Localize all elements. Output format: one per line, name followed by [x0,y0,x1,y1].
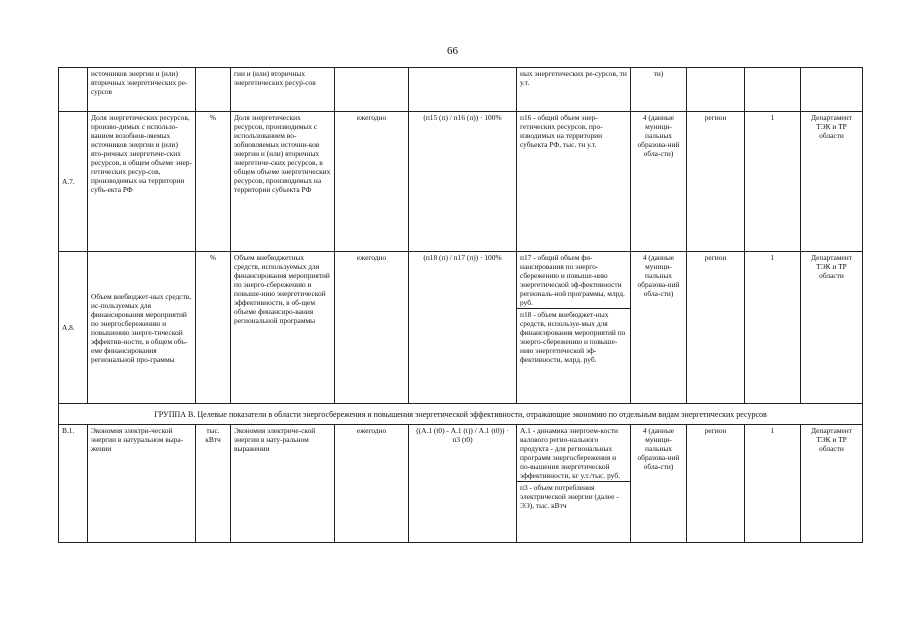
level: регион [687,425,745,543]
level [687,68,745,112]
unit [196,68,231,112]
frequency: ежегодно [335,252,409,404]
indicator-name: Объем внебюджет-ных средств, ис-пользуемых для финансирования мероприятий по энергосбережению и повышению энерге-тической эффектив-ности, в общем объ-еме финансирования региональной про-граммы [88,252,196,404]
row-code [59,68,88,112]
level: регион [687,112,745,252]
indicator-name: источников энергии и (или) вторичных энергетических ре-сурсов [88,68,196,112]
formula: (п18 (п) / п17 (п)) · 100% [409,252,517,404]
frequency: ежегодно [335,425,409,543]
indicator-components [517,252,631,404]
row-code: В.1. [59,425,88,543]
responsible [801,68,863,112]
group-title: ГРУППА В. Целевые показатели в области энергосбережения и повышения энергетической эффективности, отражающие экономию по отдельным видам энергетических ресурсов [59,404,863,425]
indicator-component: А.1 - динамика энергоем-кости валового регио-нального продукта - для региональных программ энергосбережения и по-вышения энергетической эффективности, кг у.т./тыс. руб. [520,426,620,480]
page-number: 66 [447,45,458,57]
indicators-table [58,67,863,543]
definition: Доля энергетических ресурсов, производимых с использованием во-зобновляемых источни-ков энергии и (или) вторичных энергетиче-ских ресурсов, в общем объеме энергетических ресурсов, производимых на территории субъекта РФ [231,112,335,252]
definition: Экономия электриче-ской энергии в нату-ральном выражении [231,425,335,543]
level: регион [687,252,745,404]
data-source: 4 (данные муници-пальных образова-ний обла-сти) [631,252,687,404]
frequency [335,68,409,112]
indicator-component: п18 - объем внебюджет-ных средств, используе-мых для финансирования мероприятий по энерго-сбережению и повыше-нию энергетической эф-фективности, млрд. руб. [517,308,630,365]
indicator-component: п17 - общий объем фи-нансирования по энерго-сбережению и повыше-нию энергетической эф-фективности региональ-ной программы, млрд. руб. [520,253,625,307]
unit: % [196,112,231,252]
count: 1 [745,252,801,404]
indicator-name: Доля энергетических ресурсов, произво-димых с использо-ванием возобнов-ляемых источников энергии и (или) вто-ричных энергетиче-ских ресурсов, в общем объеме энер-гетических ресур-сов, производимых на территории субъ-екта РФ [88,112,196,252]
table-row [59,252,863,404]
table-row [59,68,863,112]
responsible: Департамент ТЭК и ТР области [801,112,863,252]
count [745,68,801,112]
definition: Объем внебюджетных средств, используемых для финансирования мероприятий по энерго-сбережению и повыше-нию энергетической эффективности, в об-щем объеме финансиро-вания региональной программы [231,252,335,404]
table-row [59,425,863,543]
indicator-components: ных энергетических ре-сурсов, тн у.т. [517,68,631,112]
data-source: ти) [631,68,687,112]
data-source: 4 (данные муници-пальных образова-ний обла-сти) [631,112,687,252]
unit: тыс. кВтч [196,425,231,543]
indicator-components [517,425,631,543]
unit: % [196,252,231,404]
count: 1 [745,425,801,543]
formula: ((А.1 (t0) - А.1 (t)) / А.1 (t0)) · п3 (t0) [409,425,517,543]
indicator-components: п16 - общий объем энер-гетических ресурсов, про-изводимых на территории субъекта РФ, тыс. тн у.т. [517,112,631,252]
count: 1 [745,112,801,252]
responsible: Департамент ТЭК и ТР области [801,425,863,543]
row-code: А.7. [59,112,88,252]
table-row [59,112,863,252]
row-code: А.8. [59,252,88,404]
indicator-name: Экономия электри-ческой энергии в натуральном выра-жении [88,425,196,543]
formula: (п15 (п) / п16 (п)) · 100% [409,112,517,252]
group-header-row [59,404,863,425]
responsible: Департамент ТЭК и ТР области [801,252,863,404]
frequency: ежегодно [335,112,409,252]
data-source: 4 (данные муници-пальных образова-ний обла-сти) [631,425,687,543]
definition: гии и (или) вторичных энергетических ресур-сов [231,68,335,112]
formula [409,68,517,112]
indicator-component: п3 - объем потребления электрической энергии (далее - ЭЭ), тыс. кВтч [517,481,630,511]
